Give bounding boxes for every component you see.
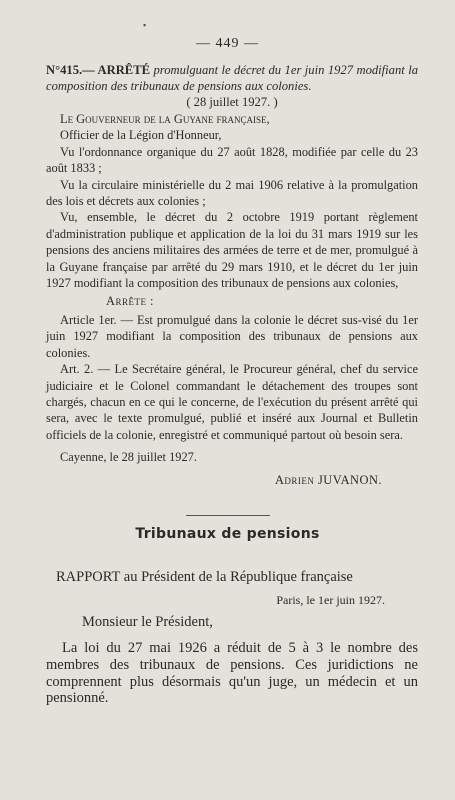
signature: Adrien JUVANON. — [274, 472, 382, 487]
vu-ordonnance: Vu l'ordonnance organique du 27 août 1828, modifiée par celle du 23 août 1833 ; — [46, 144, 418, 176]
article-2: Art. 2. — Le Secrétaire général, le Procureur général, chef du service judiciaire et le Colonel commandant le détachement des troupes sont chargés, chacun en ce qui le concerne, de l'exécution du présent arrêté qui sera, avec le texte promulgué, publié et inséré aux Journal et Bulletin officiels de la colonie, enregistré et communiqué partout où besoin sera. — [46, 362, 418, 442]
decree-place-date: Cayenne, le 28 juillet 1927. — [60, 450, 197, 465]
section-title: Tribunaux de pensions — [135, 526, 320, 542]
page-number: — 449 — — [196, 36, 259, 51]
vu-ensemble: Vu, ensemble, le décret du 2 octobre 1919 portant règlement d'administration publique et application de la loi du 31 mars 1919 sur les pensions des anciens militaires des armées de terre et de mer, promulgué à la Guyane française par arrêté du 29 mars 1910, et le décret du 1er juin 1927 modifiant la composition des tribunaux de pensions aux colonies, — [46, 210, 418, 291]
decree-title-text: promulguant le décret du 1er juin 1927 modifiant la composition des tribunaux de pensions aux colonies. — [46, 63, 418, 93]
article-1: Article 1er. — Est promulgué dans la colonie le décret sus-visé du 1er juin 1927 modifiant la composition des tribunaux de pensions aux colonies. — [46, 312, 418, 360]
vu-circulaire: Vu la circulaire ministérielle du 2 mai 1906 relative à la promulgation des lois et décrets aux colonies ; — [46, 177, 418, 209]
decree-date: ( 28 juillet 1927. ) — [186, 95, 278, 109]
report-paragraph: La loi du 27 mai 1926 a réduit de 5 à 3 le nombre des membres des tribunaux de pensions. Ces juridictions ne comprennent plus désormais qu'un juge, un médecin et un pensionné. — [46, 640, 418, 707]
report-place-date: Paris, le 1er juin 1927. — [276, 593, 385, 607]
decree-title — [46, 62, 418, 110]
section-divider — [186, 515, 270, 516]
governor-line: Le Gouverneur de la Guyane française, — [60, 112, 270, 126]
officer-line: Officier de la Légion d'Honneur, — [60, 128, 222, 143]
decree-number: N°415.— ARRÊTÉ — [46, 63, 151, 77]
report-heading: RAPPORT au Président de la République française — [56, 569, 353, 585]
speck-mark: ▪ — [143, 20, 147, 30]
arrete-label: Arrête : — [106, 294, 154, 309]
decree-body — [46, 111, 418, 488]
report-salutation: Monsieur le Président, — [82, 614, 213, 630]
